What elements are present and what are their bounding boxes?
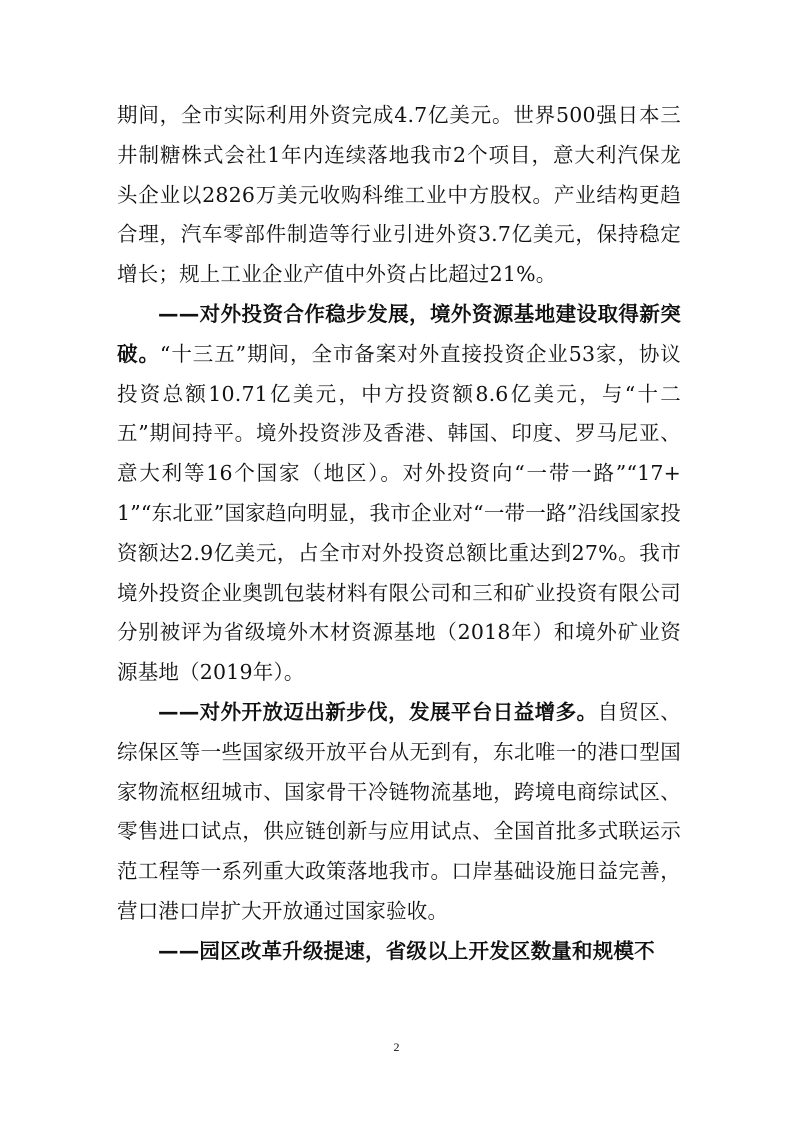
body-text — [117, 96, 681, 972]
paragraph-text: 期间，全市实际利用外资完成4.7亿美元。世界500强日本三井制糖株式会社1年内连续落地我市2个项目，意大利汽保龙头企业以2826万美元收购科维工业中方股权。产业结构更趋合理，汽车零部件制造等行业引进外资3.7亿美元，保持稳定增长；规上工业企业产值中外资占比超过21%。 — [117, 103, 681, 287]
paragraph-outbound-investment — [117, 295, 681, 693]
paragraph-lead-heading: ——对外开放迈出新步伐，发展平台日益增多。 — [158, 699, 598, 724]
paragraph-text: “十三五”期间，全市备案对外直接投资企业53家，协议投资总额10.71亿美元，中方投资额8.6亿美元，与“十二五”期间持平。境外投资涉及香港、韩国、印度、罗马尼亚、意大利等16个国家（地区）。对外投资向“一带一路”“17+1”“东北亚”国家趋向明显，我市企业对“一带一路”沿线国家投资额达2.9亿美元，占全市对外投资总额比重达到27%。我市境外投资企业奥凯包装材料有限公司和三和矿业投资有限公司分别被评为省级境外木材资源基地（2018年）和境外矿业资源基地（2019年）。 — [117, 341, 681, 685]
paragraph-park-reform — [117, 932, 681, 972]
page-number: 2 — [393, 1040, 400, 1054]
paragraph-foreign-capital — [117, 96, 681, 295]
paragraph-lead-heading: ——园区改革升级提速，省级以上开发区数量和规模不 — [158, 938, 655, 963]
paragraph-text: 自贸区、综保区等一些国家级开放平台从无到有，东北唯一的港口型国家物流枢纽城市、国家骨干冷链物流基地，跨境电商综试区、零售进口试点，供应链创新与应用试点、全国首批多式联运示范工程等一系列重大政策落地我市。口岸基础设施日益完善，营口港口岸扩大开放通过国家验收。 — [117, 699, 681, 923]
paragraph-lead-heading: ——对外投资合作稳步发展，境外资源基地建设取得新突破。 — [117, 301, 681, 366]
paragraph-opening-up — [117, 693, 681, 932]
